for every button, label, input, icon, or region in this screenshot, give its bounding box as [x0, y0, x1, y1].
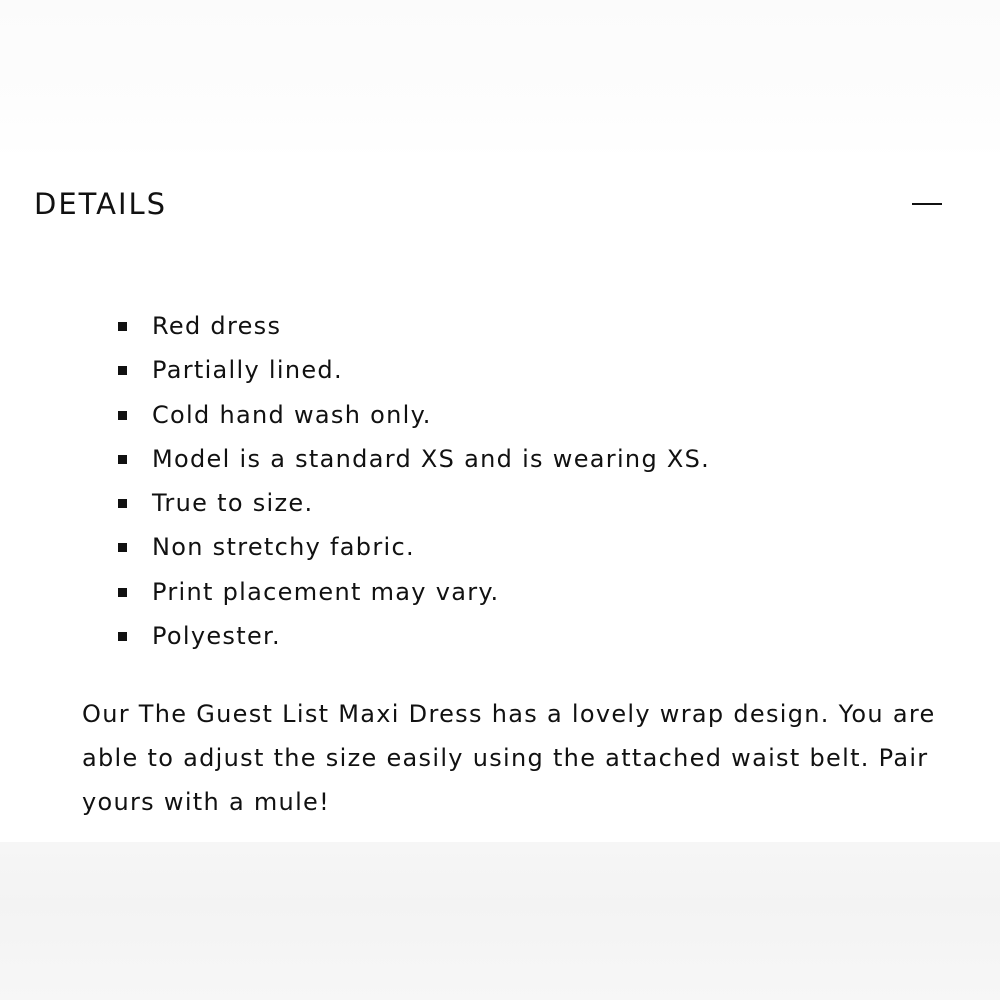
- list-item: [118, 525, 710, 569]
- bullet-square-icon: [118, 455, 127, 464]
- background-top: [0, 0, 1000, 160]
- list-item: [118, 304, 710, 348]
- details-panel: [0, 160, 1000, 842]
- details-title: DETAILS: [34, 187, 168, 221]
- list-item: [118, 614, 710, 658]
- list-item-text: True to size.: [152, 489, 314, 518]
- list-item-text: Polyester.: [152, 622, 281, 651]
- list-item-text: Red dress: [152, 312, 282, 340]
- bullet-square-icon: [118, 543, 127, 552]
- product-description: Our The Guest List Maxi Dress has a lovely wrap design. You are able to adjust the size easily using the attached waist belt. Pair yours with a mule!: [82, 700, 936, 816]
- minus-icon: [912, 203, 942, 205]
- bullet-square-icon: [118, 632, 127, 641]
- list-item-text: Model is a standard XS and is wearing XS.: [152, 444, 711, 473]
- list-item: [118, 348, 710, 392]
- bullet-square-icon: [118, 411, 127, 420]
- list-item-text: Partially lined.: [152, 356, 343, 385]
- collapse-button[interactable]: [902, 184, 942, 224]
- list-item-text: Non stretchy fabric.: [152, 533, 415, 562]
- list-item-text: Print placement may vary.: [152, 577, 500, 606]
- list-item: [118, 393, 710, 437]
- list-item: [118, 437, 710, 481]
- details-list: [118, 304, 710, 658]
- background-bottom: [0, 842, 1000, 1000]
- bullet-square-icon: [118, 366, 127, 375]
- list-item-text: Cold hand wash only.: [152, 400, 432, 429]
- bullet-square-icon: [118, 322, 127, 331]
- bullet-square-icon: [118, 588, 127, 597]
- list-item: [118, 481, 710, 525]
- list-item: [118, 570, 710, 614]
- bullet-square-icon: [118, 499, 127, 508]
- details-accordion-header[interactable]: [34, 182, 954, 226]
